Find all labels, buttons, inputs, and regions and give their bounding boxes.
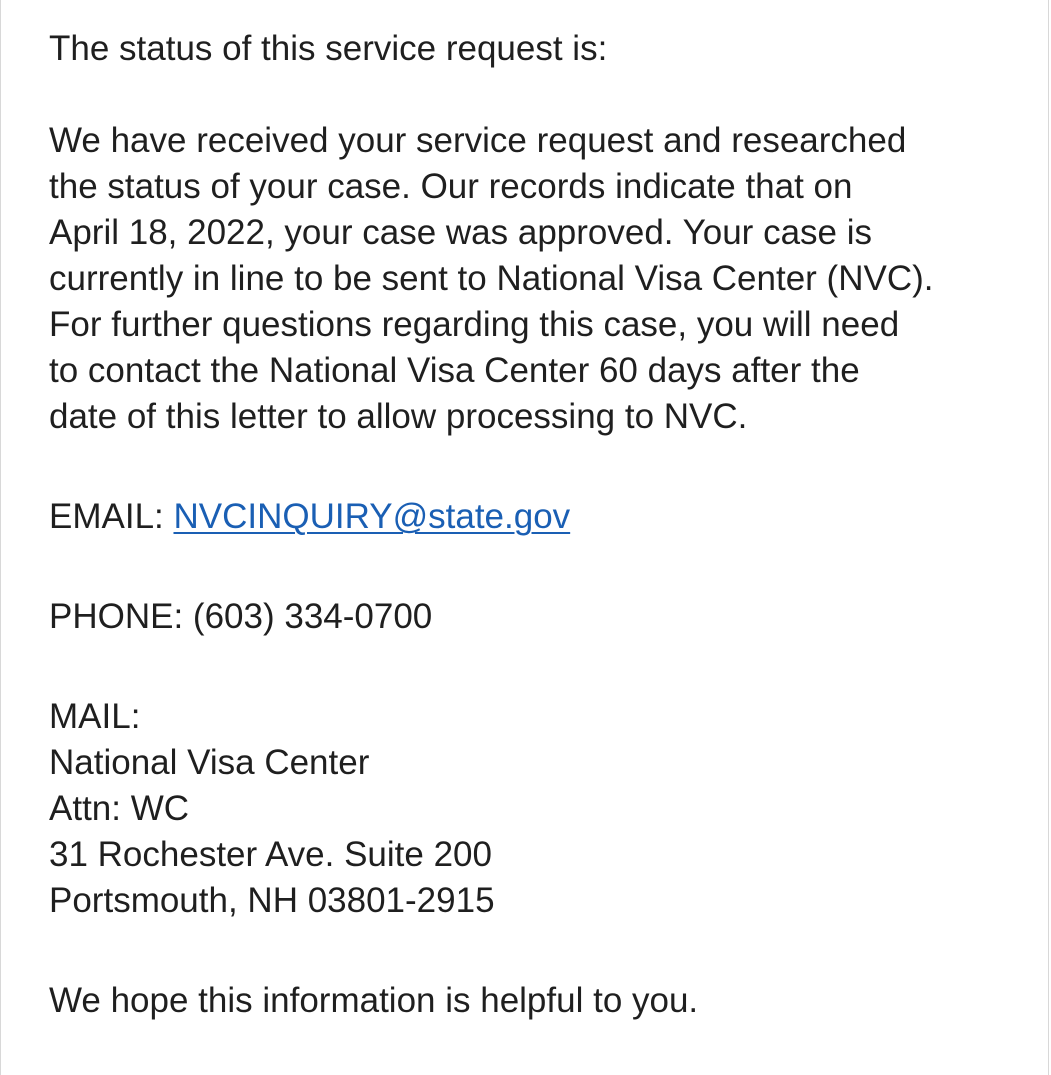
- mail-address-line: Attn: WC: [49, 789, 190, 828]
- spacer: [49, 440, 1039, 494]
- status-heading: The status of this service request is:: [49, 29, 608, 68]
- status-line: We have received your service request and researched: [49, 121, 907, 160]
- status-line: April 18, 2022, your case was approved. Your case is: [49, 213, 872, 252]
- status-line: to contact the National Visa Center 60 days after the: [49, 351, 860, 390]
- spacer: [49, 72, 1039, 118]
- phone-label: PHONE:: [49, 597, 193, 636]
- email-row: [49, 494, 1039, 540]
- status-line: currently in line to be sent to National Visa Center (NVC).: [49, 259, 934, 298]
- status-paragraph: [49, 118, 1039, 440]
- mail-address-line: 31 Rochester Ave. Suite 200: [49, 835, 492, 874]
- status-line: date of this letter to allow processing to NVC.: [49, 397, 748, 436]
- spacer: [49, 540, 1039, 594]
- phone-row: [49, 594, 1039, 640]
- closing-line: We hope this information is helpful to you.: [49, 981, 699, 1020]
- phone-number: (603) 334-0700: [192, 597, 433, 636]
- mail-address-line: Portsmouth, NH 03801-2915: [49, 881, 495, 920]
- mail-address-line: National Visa Center: [49, 743, 370, 782]
- status-line: the status of your case. Our records indicate that on: [49, 167, 853, 206]
- spacer: [49, 640, 1039, 694]
- status-line: For further questions regarding this case, you will need: [49, 305, 900, 344]
- spacer: [49, 924, 1039, 978]
- email-label: EMAIL:: [49, 497, 174, 536]
- mail-block: [49, 694, 1039, 924]
- mail-label: MAIL:: [49, 697, 141, 736]
- email-link[interactable]: NVCINQUIRY@state.gov: [173, 497, 571, 536]
- message-body: [49, 26, 1039, 1024]
